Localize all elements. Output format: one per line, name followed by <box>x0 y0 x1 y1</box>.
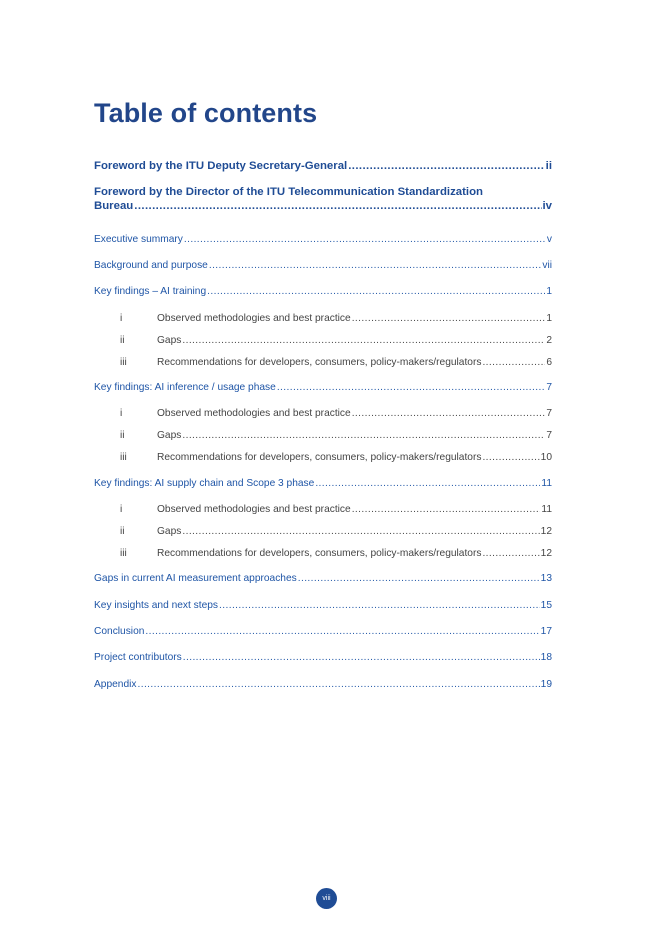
toc-entry-page: iv <box>542 200 552 212</box>
toc-leader <box>298 572 540 585</box>
toc-entry-page: 12 <box>540 548 552 559</box>
toc-entry-page: 11 <box>541 478 552 489</box>
toc-entry-text: Project contributors <box>94 652 182 663</box>
toc-entry-page: 7 <box>546 408 552 419</box>
toc-entry-measurement-gaps[interactable] <box>94 572 552 585</box>
toc-entry-page: 1 <box>546 313 552 324</box>
toc-entry-page: 2 <box>546 335 552 346</box>
toc-leader <box>137 678 539 691</box>
page-number-badge: viii <box>316 888 337 909</box>
toc-entry-page: ii <box>545 160 552 172</box>
toc-subentry-number: iii <box>120 452 127 463</box>
toc-entry-foreword-director[interactable] <box>94 184 552 213</box>
toc-leader <box>315 477 540 490</box>
toc-entry-text: Gaps <box>157 430 182 441</box>
toc-leader <box>209 259 542 272</box>
toc-subentry-number: ii <box>120 430 125 441</box>
toc-leader <box>183 651 540 664</box>
page-title: Table of contents <box>94 98 318 128</box>
toc-leader <box>207 285 545 298</box>
toc-entry-page: 7 <box>546 382 552 393</box>
toc-subentry-number: ii <box>120 526 125 537</box>
toc-entry-line2 <box>94 200 552 213</box>
toc-subentry-number: i <box>120 504 123 515</box>
toc-entry-text: Executive summary <box>94 234 183 245</box>
toc-entry-text: Key findings – AI training <box>94 286 207 297</box>
toc-leader <box>219 599 540 612</box>
toc-entry-page: 19 <box>540 679 552 690</box>
toc-entry-page: 17 <box>540 626 552 637</box>
toc-leader <box>184 233 546 246</box>
toc-entry-text-line1: Foreword by the Director of the ITU Telecommunication Standardization <box>94 186 484 198</box>
toc-entry-page: vii <box>542 260 552 271</box>
toc-entry-text: Gaps <box>157 335 182 346</box>
toc-entry-text-line2: Bureau <box>94 200 134 212</box>
toc-leader <box>352 312 546 325</box>
toc-leader <box>482 547 539 560</box>
toc-leader <box>182 429 545 442</box>
toc-entry-executive-summary[interactable] <box>94 233 552 246</box>
toc-leader <box>348 160 544 173</box>
toc-entry-text: Key insights and next steps <box>94 600 219 611</box>
toc-leader <box>145 625 539 638</box>
toc-entry-conclusion[interactable] <box>94 625 552 638</box>
toc-entry-text: Foreword by the ITU Deputy Secretary-General <box>94 160 348 172</box>
toc-entry-text: Recommendations for developers, consumers, policy-makers/regulators <box>157 452 482 463</box>
toc-entry-text: Background and purpose <box>94 260 208 271</box>
toc-entry-text: Observed methodologies and best practice <box>157 313 351 324</box>
toc-entry-page: 6 <box>546 357 552 368</box>
toc-leader <box>277 381 546 394</box>
toc-subentry-number: iii <box>120 357 127 368</box>
toc-entry-page: 1 <box>546 286 552 297</box>
toc-entry-text: Conclusion <box>94 626 145 637</box>
toc-entry-text: Gaps in current AI measurement approaches <box>94 573 297 584</box>
toc-entry-ai-supply-chain[interactable] <box>94 477 552 490</box>
toc-leader <box>352 503 541 516</box>
toc-entry-page: 7 <box>546 430 552 441</box>
toc-leader <box>182 334 545 347</box>
toc-leader <box>352 407 546 420</box>
toc-subentry-number: i <box>120 408 123 419</box>
toc-entry-text: Recommendations for developers, consumers, policy-makers/regulators <box>157 357 482 368</box>
toc-entry-text: Appendix <box>94 679 137 690</box>
toc-entry-page: 11 <box>541 504 552 515</box>
toc-entry-foreword-deputy[interactable] <box>94 160 552 173</box>
toc-entry-text: Observed methodologies and best practice <box>157 408 351 419</box>
toc-leader <box>482 451 539 464</box>
toc-subentry-number: i <box>120 313 123 324</box>
toc-leader <box>482 356 545 369</box>
toc-entry-text: Gaps <box>157 526 182 537</box>
toc-entry-ai-training[interactable] <box>94 285 552 298</box>
toc-leader <box>182 525 539 538</box>
toc-entry-text: Key findings: AI inference / usage phase <box>94 382 276 393</box>
toc-leader <box>134 200 541 213</box>
toc-subentry-number: iii <box>120 548 127 559</box>
toc-entry-background[interactable] <box>94 259 552 272</box>
toc-subentry-number: ii <box>120 335 125 346</box>
toc-entry-text: Observed methodologies and best practice <box>157 504 351 515</box>
toc-entry-page: 12 <box>540 526 552 537</box>
toc-entry-page: 10 <box>540 452 552 463</box>
toc-entry-page: 18 <box>540 652 552 663</box>
toc-entry-page: v <box>546 234 552 245</box>
toc-entry-text: Recommendations for developers, consumers, policy-makers/regulators <box>157 548 482 559</box>
toc-entry-page: 13 <box>540 573 552 584</box>
toc-entry-contributors[interactable] <box>94 651 552 664</box>
toc-entry-page: 15 <box>540 600 552 611</box>
toc-entry-key-insights[interactable] <box>94 599 552 612</box>
toc-entry-appendix[interactable] <box>94 678 552 691</box>
toc-entry-text: Key findings: AI supply chain and Scope 3 phase <box>94 478 315 489</box>
toc-entry-ai-inference[interactable] <box>94 381 552 394</box>
